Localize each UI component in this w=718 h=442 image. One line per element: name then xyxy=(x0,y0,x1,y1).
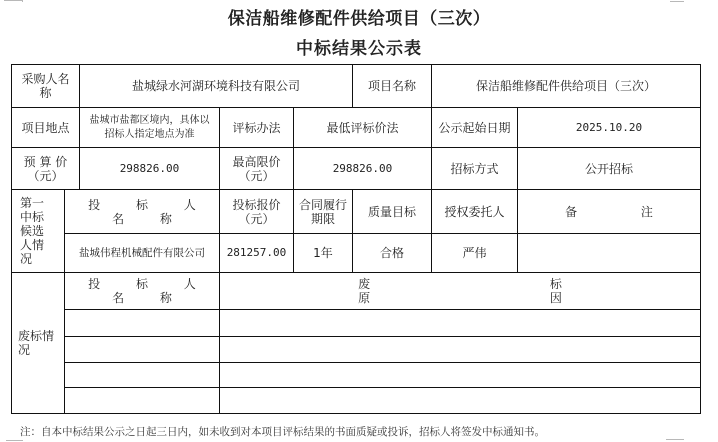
winner-header-contract-period xyxy=(294,190,352,233)
project-name-label xyxy=(353,65,431,107)
disqualified-row-bidder-name xyxy=(65,310,219,336)
max-price-label xyxy=(220,148,293,189)
tender-method-value xyxy=(518,148,700,189)
disqualified-row-reason xyxy=(220,310,700,336)
winner-section-label-text: 第一中标候选人情况 xyxy=(20,196,45,266)
purchaser-label xyxy=(12,65,79,107)
disqualified-row-bidder-name xyxy=(65,337,219,362)
location-label-text: 项目地点 xyxy=(21,120,70,135)
winner-header-remarks-text: 备 注 xyxy=(565,204,683,219)
budget-label xyxy=(12,148,79,189)
project-name-value xyxy=(432,65,700,107)
winner-remarks xyxy=(518,234,700,272)
publish-date-value xyxy=(518,108,700,147)
winner-header-quality-target-text: 质量目标 xyxy=(367,204,416,219)
winner-bidder-name xyxy=(65,234,219,272)
evaluation-value xyxy=(294,108,431,147)
table-border xyxy=(11,413,701,414)
winner-authorized-agent-text: 严伟 xyxy=(462,246,487,260)
disqualified-row-bidder-name xyxy=(65,388,219,413)
publish-date-label-text: 公示起始日期 xyxy=(438,120,511,135)
winner-header-bid-price xyxy=(220,190,293,233)
page-corner-mark-top-left xyxy=(4,0,23,1)
winner-header-authorized-agent-text: 授权委托人 xyxy=(444,204,505,219)
document-title: 保洁船维修配件供给项目（三次） xyxy=(227,9,491,29)
location-value xyxy=(80,108,219,147)
winner-quality-target xyxy=(353,234,431,272)
winner-contract-period-text: 1年 xyxy=(313,246,333,260)
purchaser-label-text: 采购人名称 xyxy=(21,72,70,100)
disqualified-row-reason xyxy=(220,337,700,362)
winner-quality-target-text: 合格 xyxy=(379,246,404,260)
disqualified-header-bidder-name-text: 投 标 人 名 称 xyxy=(88,277,212,305)
budget-value-text: 298826.00 xyxy=(119,161,180,175)
page-corner-mark-bottom-left xyxy=(6,440,23,441)
disqualified-row-reason xyxy=(220,388,700,413)
winner-header-authorized-agent xyxy=(432,190,517,233)
document-subtitle: 中标结果公示表 xyxy=(296,39,422,59)
disqualified-header-reason-text: 废 标 原 因 xyxy=(358,277,650,305)
project-name-label-text: 项目名称 xyxy=(367,79,416,93)
winner-header-quality-target xyxy=(353,190,431,233)
evaluation-value-text: 最低评标价法 xyxy=(326,120,399,135)
winner-header-remarks xyxy=(518,190,700,233)
publish-date-label xyxy=(432,108,517,147)
publish-date-value-text: 2025.10.20 xyxy=(575,120,643,134)
location-value-text: 盐城市盐都区境内，具体以招标人指定地点为准 xyxy=(89,114,210,140)
winner-contract-period xyxy=(294,234,352,272)
purchaser-value-text: 盐城绿水河湖环境科技有限公司 xyxy=(131,79,300,93)
budget-value xyxy=(80,148,219,189)
evaluation-label-text: 评标办法 xyxy=(232,120,281,135)
location-label xyxy=(12,108,79,147)
disqualified-row-bidder-name xyxy=(65,363,219,387)
max-price-value-text: 298826.00 xyxy=(332,161,393,175)
max-price-label-text: 最高限价（元） xyxy=(232,154,281,183)
purchaser-value xyxy=(80,65,352,107)
footer-note: 注：自本中标结果公示之日起三日内，如未收到对本项目评标结果的书面质疑或投诉，招标人将签发中标通知书。 xyxy=(20,426,545,438)
disqualified-section-label-text: 废标情况 xyxy=(18,329,55,357)
winner-authorized-agent xyxy=(432,234,517,272)
project-name-value-text: 保洁船维修配件供给项目（三次） xyxy=(475,79,656,93)
winner-header-bidder-name xyxy=(65,190,219,233)
winner-header-bidder-name-text: 投 标 人 名 称 xyxy=(88,197,212,226)
disqualified-header-reason xyxy=(220,273,700,309)
winner-section-label xyxy=(12,190,64,272)
evaluation-label xyxy=(220,108,293,147)
max-price-value xyxy=(294,148,431,189)
disqualified-row-reason xyxy=(220,363,700,387)
tender-method-label-text: 招标方式 xyxy=(450,161,499,176)
winner-header-contract-period-text: 合同履行期限 xyxy=(298,197,347,226)
winner-bid-price xyxy=(220,234,293,272)
disqualified-header-bidder-name xyxy=(65,273,219,309)
winner-bid-price-text: 281257.00 xyxy=(226,246,287,259)
budget-label-text: 预 算 价（元） xyxy=(23,154,68,183)
page-corner-mark-bottom-right xyxy=(666,439,684,440)
tender-method-label xyxy=(432,148,517,189)
winner-bidder-name-text: 盐城伟程机械配件有限公司 xyxy=(79,247,205,259)
winner-header-bid-price-text: 投标报价（元） xyxy=(232,197,281,226)
disqualified-section-label xyxy=(12,273,64,413)
page-corner-mark-top-left xyxy=(22,0,23,2)
tender-method-value-text: 公开招标 xyxy=(584,161,633,176)
page-corner-mark-top-right xyxy=(670,1,684,2)
